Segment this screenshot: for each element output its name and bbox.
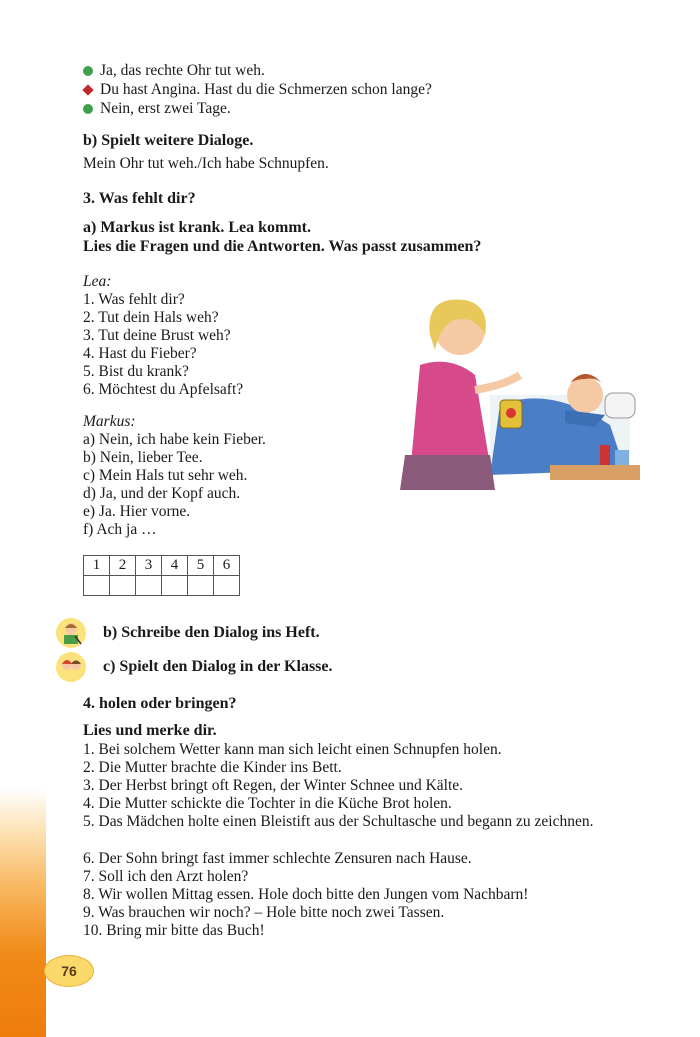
markus-answer: a) Nein, ich habe kein Fieber. — [83, 431, 266, 448]
table-header-cell: 6 — [214, 556, 240, 576]
page-number: 76 — [61, 963, 77, 979]
play-dialog-icon — [56, 652, 86, 682]
green-dot-icon — [83, 66, 93, 76]
section3-title: 3. Was fehlt dir? — [83, 190, 196, 207]
section4-sentence: 3. Der Herbst bringt oft Regen, der Winter Schnee und Kälte. — [83, 777, 464, 794]
answer-table — [83, 555, 240, 596]
section4-sentence: 7. Soll ich den Arzt holen? — [83, 868, 249, 885]
section4-sentence: 6. Der Sohn bringt fast immer schlechte Zensuren nach Hause. — [83, 850, 472, 867]
markus-answer: e) Ja. Hier vorne. — [83, 503, 191, 520]
table-answer-cell[interactable] — [110, 576, 136, 596]
task-b-heading: b) Spielt weitere Dialoge. — [83, 132, 254, 149]
illustration-sick-boy — [380, 275, 642, 500]
lea-question: 1. Was fehlt dir? — [83, 291, 185, 308]
section4-sentence: 1. Bei solchem Wetter kann man sich leicht einen Schnupfen holen. — [83, 741, 502, 758]
lea-question: 6. Möchtest du Apfelsaft? — [83, 381, 244, 398]
markus-answer: c) Mein Hals tut sehr weh. — [83, 467, 248, 484]
section3-a-heading-1: a) Markus ist krank. Lea kommt. — [83, 219, 312, 236]
markus-answer: f) Ach ja … — [83, 521, 157, 538]
writing-icon — [56, 618, 86, 648]
markus-label: Markus: — [83, 413, 136, 430]
lea-label: Lea: — [83, 273, 112, 290]
section4-sentence: 4. Die Mutter schickte die Tochter in die Küche Brot holen. — [83, 795, 452, 812]
lea-question: 3. Tut deine Brust weh? — [83, 327, 231, 344]
lea-question: 2. Tut dein Hals weh? — [83, 309, 219, 326]
page-number-badge — [44, 955, 94, 987]
green-dot-icon — [83, 104, 93, 114]
markus-answer: d) Ja, und der Kopf auch. — [83, 485, 241, 502]
table-answer-cell[interactable] — [214, 576, 240, 596]
section3-b-text: b) Schreibe den Dialog ins Heft. — [103, 624, 320, 641]
red-diamond-icon — [82, 84, 93, 95]
section4-sentence: 5. Das Mädchen holte einen Bleistift aus der Schultasche und begann zu zeichnen. — [83, 813, 594, 830]
dialog-line-1: Ja, das rechte Ohr tut weh. — [100, 62, 265, 79]
section4-subtitle: Lies und merke dir. — [83, 722, 217, 739]
dialog-line-2: Du hast Angina. Hast du die Schmerzen schon lange? — [100, 81, 432, 98]
section4-sentence: 9. Was brauchen wir noch? – Hole bitte noch zwei Tassen. — [83, 904, 445, 921]
table-header-cell: 5 — [188, 556, 214, 576]
section4-sentence: 2. Die Mutter brachte die Kinder ins Bett. — [83, 759, 342, 776]
table-header-cell: 2 — [110, 556, 136, 576]
lea-question: 4. Hast du Fieber? — [83, 345, 197, 362]
lea-question: 5. Bist du krank? — [83, 363, 189, 380]
table-answer-cell[interactable] — [162, 576, 188, 596]
table-answer-cell[interactable] — [188, 576, 214, 596]
table-answer-cell[interactable] — [136, 576, 162, 596]
table-answer-cell[interactable] — [84, 576, 110, 596]
task-b-text: Mein Ohr tut weh./Ich habe Schnupfen. — [83, 155, 329, 172]
table-header-cell: 4 — [162, 556, 188, 576]
table-header-cell: 3 — [136, 556, 162, 576]
markus-answer: b) Nein, lieber Tee. — [83, 449, 203, 466]
section3-a-heading-2: Lies die Fragen und die Antworten. Was passt zusammen? — [83, 238, 482, 255]
section4-title: 4. holen oder bringen? — [83, 695, 237, 712]
page-side-band — [0, 0, 46, 1037]
section4-sentence: 8. Wir wollen Mittag essen. Hole doch bitte den Jungen vom Nachbarn! — [83, 886, 529, 903]
dialog-line-3: Nein, erst zwei Tage. — [100, 100, 231, 117]
table-header-cell: 1 — [84, 556, 110, 576]
section3-c-text: c) Spielt den Dialog in der Klasse. — [103, 658, 333, 675]
section4-sentence: 10. Bring mir bitte das Buch! — [83, 922, 265, 939]
